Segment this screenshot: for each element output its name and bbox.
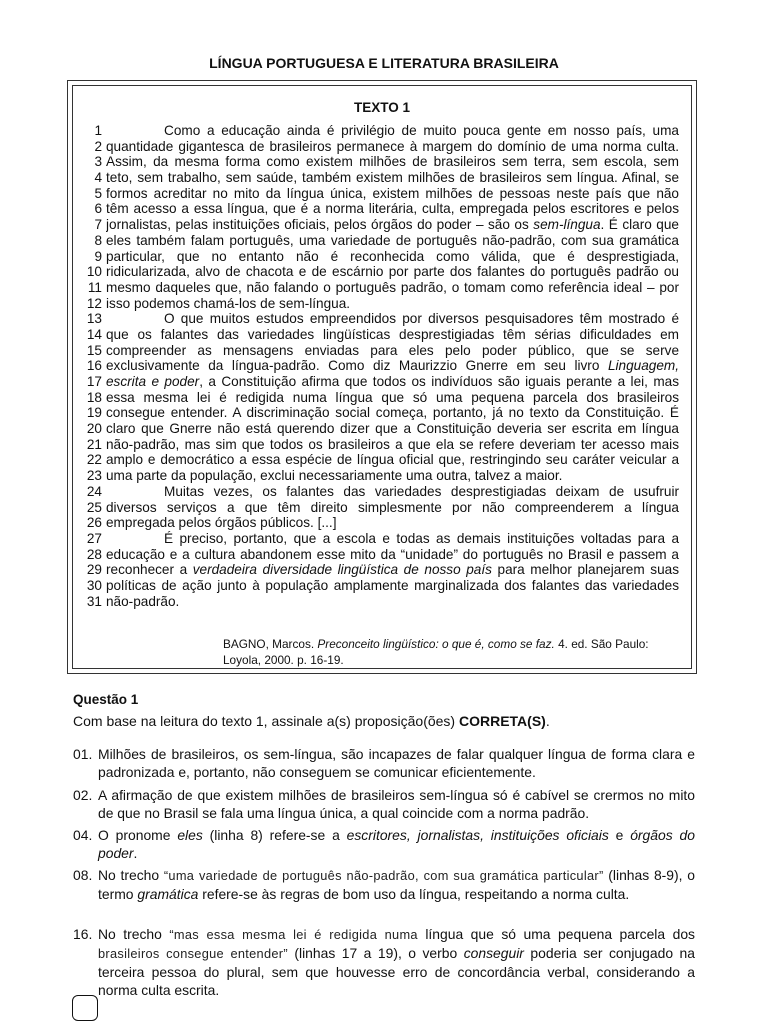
text-lines bbox=[73, 123, 691, 609]
text-line bbox=[73, 547, 691, 563]
option-text-part: e bbox=[608, 827, 631, 843]
text-line bbox=[73, 484, 691, 500]
text-line bbox=[73, 452, 691, 468]
option-text bbox=[98, 826, 695, 862]
option-text-part: (linhas 8-9), o termo bbox=[98, 867, 695, 902]
option-text-part: poderia ser conjugado na terceira pessoa do plural, sem que houvesse erro de concordância verbal, considerando a norma culta escrita. bbox=[98, 945, 695, 998]
text-line bbox=[73, 343, 691, 359]
text-line bbox=[73, 311, 691, 327]
line-number: 1 bbox=[94, 123, 102, 138]
line-number: 9 bbox=[94, 248, 102, 264]
answer-box[interactable] bbox=[72, 995, 98, 1021]
line-number: 10 bbox=[86, 264, 102, 280]
line-number: 12 bbox=[86, 295, 102, 311]
text-frame-inner bbox=[72, 85, 692, 669]
text-line bbox=[73, 264, 691, 280]
text-line bbox=[73, 296, 691, 312]
option-quote: “uma variedade de português não-padrão, com sua gramática particular” bbox=[163, 868, 604, 883]
line-number: 15 bbox=[86, 342, 102, 358]
line-number: 4 bbox=[94, 170, 102, 186]
line-text: quantidade gigantesca de brasileiros permanece à margem do domínio de uma norma culta. bbox=[106, 138, 679, 154]
option-text-part: (linhas 17 a 19), o verbo bbox=[287, 945, 464, 961]
line-number: 26 bbox=[86, 515, 102, 531]
text-line bbox=[73, 123, 691, 139]
line-text: Muitas vezes, os falantes das variedades desprestigiadas deixam de usufruir bbox=[164, 483, 679, 499]
line-text: não-padrão, mas sim que todos os brasileiros a que ela se refere deveriam ter acesso mais bbox=[106, 436, 679, 452]
option-text-italic: eles bbox=[177, 827, 203, 843]
line-text: mesmo daqueles que, não falando o português padrão, o tomam como referência ideal – por bbox=[106, 279, 679, 295]
line-text: essa mesma lei é redigida numa língua que só uma pequena parcela dos brasileiros bbox=[106, 389, 679, 405]
option-number: 01. bbox=[73, 746, 93, 762]
line-text: eles também falam português, uma variedade de português não-padrão, com sua gramática bbox=[106, 232, 679, 248]
option-text-part: refere-se às regras de bom uso da língua, respeitando a norma culta. bbox=[198, 886, 630, 902]
line-text: escrita e poder, a Constituição afirma que todos os indivíduos são iguais perante a lei, mas bbox=[106, 374, 679, 389]
line-text: reconhecer a verdadeira diversidade lingüística de nosso país para melhor planejarem suas bbox=[106, 562, 679, 578]
option-text bbox=[98, 866, 695, 903]
text-line bbox=[73, 233, 691, 249]
option-quote: brasileiros consegue entender” bbox=[98, 946, 288, 961]
page-title: LÍNGUA PORTUGUESA E LITERATURA BRASILEIRA bbox=[209, 55, 559, 71]
line-text: consegue entender. A discriminação social começa, portanto, já no texto da Constituição. É bbox=[106, 405, 679, 421]
line-number: 28 bbox=[86, 546, 102, 562]
option-text-part: No trecho bbox=[98, 867, 164, 883]
question-intro bbox=[73, 713, 550, 729]
line-text: claro que Gnerre não está querendo dizer que a Constituição deveria ser escrita em língua bbox=[106, 421, 679, 437]
text-line bbox=[73, 186, 691, 202]
question-intro-text: Com base na leitura do texto 1, assinale a(s) proposição(ões) bbox=[73, 713, 459, 729]
text-line bbox=[73, 531, 691, 547]
option-text-part: O pronome bbox=[98, 827, 178, 843]
line-number: 14 bbox=[86, 326, 102, 342]
option-01[interactable] bbox=[73, 745, 695, 781]
text-line bbox=[73, 578, 691, 594]
line-number: 18 bbox=[86, 389, 102, 405]
line-number: 24 bbox=[86, 483, 102, 499]
line-number: 21 bbox=[86, 436, 102, 452]
line-number: 25 bbox=[86, 499, 102, 515]
question-intro-end: . bbox=[545, 713, 550, 729]
line-text: Como a educação ainda é privilégio de muito pouca gente em nosso país, uma bbox=[164, 123, 679, 138]
text-line bbox=[73, 249, 691, 265]
line-text: políticas de ação junto à população amplamente marginalizada dos falantes das variedades bbox=[106, 577, 679, 593]
option-text-italic: órgãos do poder bbox=[98, 827, 695, 861]
line-text: O que muitos estudos empreendidos por diversos pesquisadores têm mostrado é bbox=[164, 311, 679, 327]
text-line bbox=[73, 374, 691, 390]
text-line bbox=[73, 390, 691, 406]
option-text: A afirmação de que existem milhões de brasileiros sem-língua só é cabível se crermos no mito de que no Brasil se fala uma língua única, a qual coincide com a norma padrão. bbox=[98, 787, 695, 821]
line-text: teto, sem trabalho, sem saúde, também existem milhões de brasileiros sem língua. Afinal, se bbox=[106, 170, 679, 186]
text-line bbox=[73, 515, 691, 531]
text-frame bbox=[67, 80, 697, 674]
text-line bbox=[73, 468, 691, 484]
line-text: particular, que no entanto não é reconhecida como válida, que é desprestigiada, bbox=[106, 248, 679, 264]
line-text: isso podemos chamá-los de sem-língua. bbox=[106, 295, 351, 311]
line-number: 29 bbox=[86, 562, 102, 578]
option-text-part: No trecho bbox=[98, 926, 170, 942]
line-text: jornalistas, pelas instituições oficiais, pelos órgãos do poder – são os sem-língua. É claro que bbox=[106, 217, 679, 233]
line-text: exclusivamente da língua-padrão. Como diz Maurizzio Gnerre em seu livro Linguagem, bbox=[106, 358, 679, 374]
option-text-italic: conseguir bbox=[463, 945, 524, 961]
line-number: 22 bbox=[86, 452, 102, 468]
line-number: 20 bbox=[86, 421, 102, 437]
line-number: 23 bbox=[86, 468, 102, 484]
line-number: 2 bbox=[94, 138, 102, 154]
option-text: Milhões de brasileiros, os sem-língua, são incapazes de falar qualquer língua de forma clara e padronizada e, portanto, não conseguem se comunicar eficientemente. bbox=[98, 746, 695, 780]
option-text-italic: gramática bbox=[137, 886, 199, 902]
text-line bbox=[73, 421, 691, 437]
line-text: têm acesso a essa língua, que é a norma literária, culta, empregada pelos escritores e pelos bbox=[106, 201, 679, 217]
citation-publisher: Loyola, 2000. p. 16-19. bbox=[223, 653, 344, 667]
line-text: ridicularizada, alvo de chacota e de escárnio por parte dos falantes do português padrão ou bbox=[106, 264, 679, 280]
text-line bbox=[73, 562, 691, 578]
option-number: 16. bbox=[73, 926, 93, 942]
option-08[interactable] bbox=[73, 866, 695, 903]
line-number: 17 bbox=[86, 374, 102, 389]
line-text: formos acreditar no mito da língua única, existem milhões de pessoas neste país que não bbox=[106, 185, 679, 201]
line-number: 5 bbox=[94, 185, 102, 201]
line-text: diversos serviços a que têm direito simplesmente por não compreenderem a língua bbox=[106, 499, 679, 515]
line-number: 27 bbox=[86, 530, 102, 546]
text-title: TEXTO 1 bbox=[353, 100, 411, 115]
text-line bbox=[73, 437, 691, 453]
line-number: 13 bbox=[86, 311, 102, 327]
line-number: 16 bbox=[86, 358, 102, 374]
text-line bbox=[73, 139, 691, 155]
line-text: empregada pelos órgãos públicos. [...] bbox=[106, 515, 337, 531]
line-text: É preciso, portanto, que a escola e todas as demais instituições voltadas para a bbox=[164, 530, 679, 546]
line-text: não-padrão. bbox=[106, 593, 180, 609]
text-line bbox=[73, 358, 691, 374]
text-line bbox=[73, 201, 691, 217]
option-number: 04. bbox=[73, 827, 93, 843]
line-number: 31 bbox=[86, 593, 102, 609]
line-number: 19 bbox=[86, 405, 102, 421]
option-text-italic: escritores, jornalistas, instituições oficiais bbox=[346, 827, 609, 843]
line-number: 3 bbox=[94, 154, 102, 170]
text-line bbox=[73, 280, 691, 296]
option-text-part: língua que só uma pequena parcela dos bbox=[417, 926, 696, 942]
option-16[interactable] bbox=[73, 925, 695, 999]
line-text: educação e a cultura abandonem esse mito da “unidade” do português no Brasil e passem a bbox=[106, 546, 679, 562]
text-line bbox=[73, 500, 691, 516]
line-number: 30 bbox=[86, 577, 102, 593]
question-intro-bold: CORRETA(S) bbox=[458, 713, 546, 729]
option-02[interactable] bbox=[73, 786, 695, 822]
option-quote: “mas essa mesma lei é redigida numa bbox=[169, 927, 418, 942]
citation-author: BAGNO, Marcos. bbox=[223, 637, 318, 651]
option-text bbox=[98, 925, 695, 999]
text-line bbox=[73, 217, 691, 233]
line-number: 11 bbox=[87, 279, 102, 295]
line-text: Assim, da mesma forma como existem milhões de brasileiros sem terra, sem escola, sem bbox=[106, 154, 679, 170]
option-text-part: (linha 8) refere-se a bbox=[202, 827, 347, 843]
option-number: 08. bbox=[73, 867, 93, 883]
option-number: 02. bbox=[73, 787, 93, 803]
citation bbox=[223, 636, 679, 668]
line-number: 6 bbox=[94, 201, 102, 217]
line-text: compreender as mensagens enviadas para eles pelo poder público, que se serve bbox=[106, 342, 679, 358]
line-number: 7 bbox=[94, 217, 102, 233]
citation-edition: 4. ed. São Paulo: bbox=[554, 637, 649, 651]
text-line bbox=[73, 154, 691, 170]
text-line bbox=[73, 594, 691, 610]
text-line bbox=[73, 327, 691, 343]
option-04[interactable] bbox=[73, 826, 695, 862]
line-number: 8 bbox=[94, 232, 102, 248]
line-text: que os falantes das variedades lingüísticas desprestigiadas têm sérias dificuldades em bbox=[106, 326, 679, 342]
line-text: uma parte da população, exclui necessariamente uma outra, talvez a maior. bbox=[106, 468, 563, 484]
line-text: amplo e democrático a essa espécie de língua oficial que, restringindo seu caráter veicular a bbox=[106, 452, 679, 468]
text-line bbox=[73, 170, 691, 186]
text-line bbox=[73, 405, 691, 421]
citation-work: Preconceito lingüístico: o que é, como se faz. bbox=[317, 637, 555, 651]
option-text-part: . bbox=[133, 845, 138, 861]
question-title: Questão 1 bbox=[73, 692, 139, 707]
